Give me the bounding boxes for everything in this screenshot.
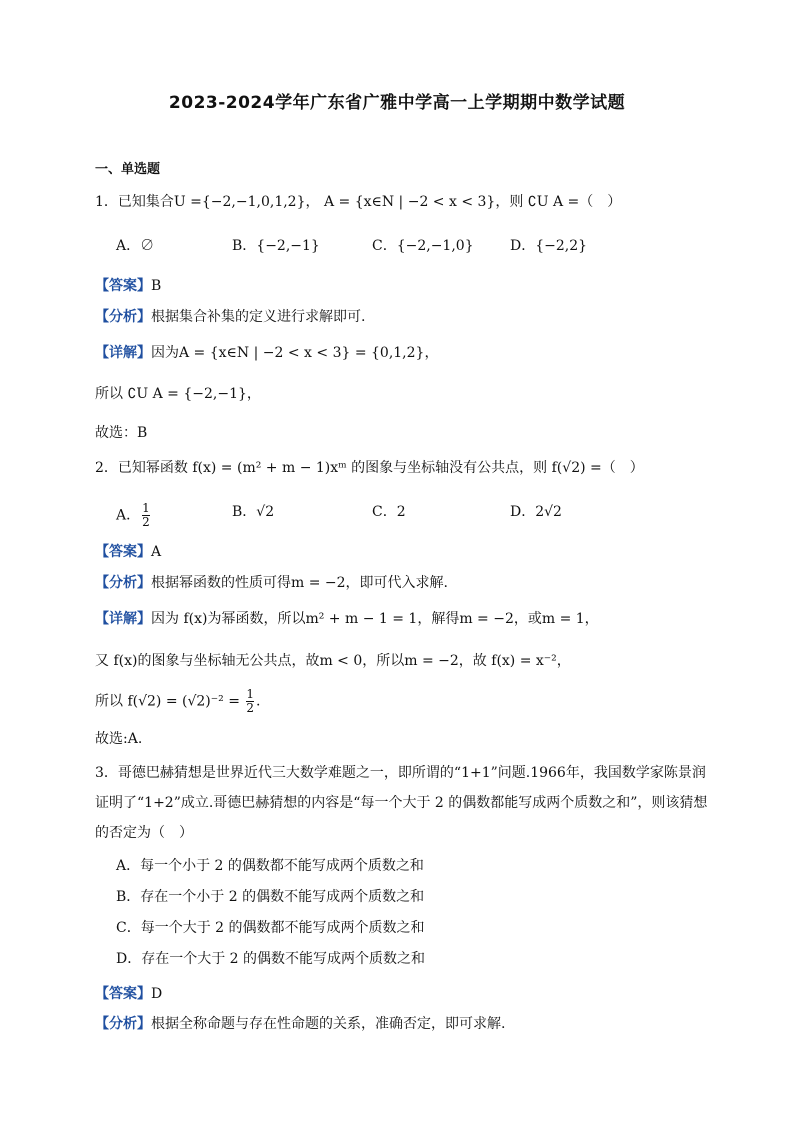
q1-answer-row <box>95 276 161 296</box>
q2-detail-line3 <box>95 688 261 715</box>
q3-option-c: C．每一个大于 2 的偶数都不能写成两个质数之和 <box>116 920 425 936</box>
fraction-numerator: 1 <box>246 687 255 701</box>
q2-stem: 2．已知幂函数 f(x) = (m² + m − 1)xᵐ 的图象与坐标轴没有公共点，则 f(√2) =（ ） <box>95 460 644 476</box>
q3-answer-row <box>95 984 162 1004</box>
q1-analysis-row <box>95 307 365 327</box>
q1-option-c: C．{−2,−1,0} <box>372 238 474 254</box>
q1-option-b: B．{−2,−1} <box>232 238 320 254</box>
answer-tag: 【答案】 <box>95 544 151 560</box>
q3-analysis: 根据全称命题与存在性命题的关系，准确否定，即可求解. <box>151 1016 506 1032</box>
answer-tag: 【答案】 <box>95 986 151 1002</box>
fraction-denominator: 2 <box>246 701 255 715</box>
q2-detail-line2: 又 f(x)的图象与坐标轴无公共点，故m < 0，所以m = −2，故 f(x) = x⁻²， <box>95 653 571 669</box>
q1-stem: 1．已知集合U ={−2,−1,0,1,2}， A = {x∈N | −2 < x < 3}，则 ∁U A =（ ） <box>95 194 622 210</box>
q2-option-d: D．2√2 <box>510 504 562 520</box>
analysis-tag: 【分析】 <box>95 575 151 591</box>
detail-tag: 【详解】 <box>95 345 151 361</box>
fraction-denominator: 2 <box>142 515 150 529</box>
analysis-tag: 【分析】 <box>95 1016 151 1032</box>
q2-option-a-label: A． <box>116 507 141 524</box>
q1-analysis: 根据集合补集的定义进行求解即可. <box>151 309 366 325</box>
analysis-tag: 【分析】 <box>95 309 151 325</box>
answer-tag: 【答案】 <box>95 278 151 294</box>
q3-stem-line2: 证明了“1+2”成立.哥德巴赫猜想的内容是“每一个大于 2 的偶数都能写成两个质数之和”，则该猜想 <box>95 795 708 811</box>
q3-stem-line1: 3．哥德巴赫猜想是世界近代三大数学难题之一，即所谓的“1+1”问题.1966年，我国数学家陈景润 <box>95 765 706 781</box>
page-title: 2023-2024学年广东省广雅中学高一上学期期中数学试题 <box>168 93 626 113</box>
fraction-numerator: 1 <box>142 501 150 515</box>
q2-line3-fraction <box>246 688 254 715</box>
q2-line3-prefix: 所以 f(√2) = (√2)⁻² = <box>95 693 245 710</box>
q2-analysis: 根据幂函数的性质可得m = −2，即可代入求解. <box>151 575 448 591</box>
q1-choose: 故选：B <box>95 425 148 441</box>
q1-answer: B <box>151 278 162 294</box>
q3-answer: D <box>151 986 163 1002</box>
q1-detail: 因为A = {x∈N | −2 < x < 3} = {0,1,2}， <box>151 345 439 361</box>
q1-detail-row <box>95 343 438 363</box>
q2-analysis-row <box>95 573 448 593</box>
q2-choose: 故选:A. <box>95 731 143 747</box>
q1-detail-line2: 所以 ∁U A = {−2,−1}， <box>95 386 261 402</box>
q3-option-d: D．存在一个大于 2 的偶数不能写成两个质数之和 <box>116 951 426 967</box>
q3-analysis-row <box>95 1014 505 1034</box>
q2-option-b: B．√2 <box>232 504 275 520</box>
q3-option-a: A．每一个小于 2 的偶数都不能写成两个质数之和 <box>116 858 424 874</box>
q2-detail-row <box>95 609 599 629</box>
q1-option-a: A．∅ <box>116 238 155 254</box>
section-heading: 一、单选题 <box>95 162 161 177</box>
q2-option-c: C．2 <box>372 504 406 520</box>
q2-option-a <box>116 502 152 529</box>
q2-answer-row <box>95 542 161 562</box>
q2-option-a-fraction <box>142 502 150 529</box>
q3-stem-line3: 的否定为（ ） <box>95 825 193 841</box>
q3-option-b: B．存在一个小于 2 的偶数不能写成两个质数之和 <box>116 889 425 905</box>
q2-answer: A <box>151 544 162 560</box>
q2-detail: 因为 f(x)为幂函数，所以m² + m − 1 = 1，解得m = −2，或m = 1， <box>151 611 599 627</box>
q2-line3-suffix: . <box>256 693 261 710</box>
detail-tag: 【详解】 <box>95 611 151 627</box>
q1-option-d: D．{−2,2} <box>510 238 588 254</box>
